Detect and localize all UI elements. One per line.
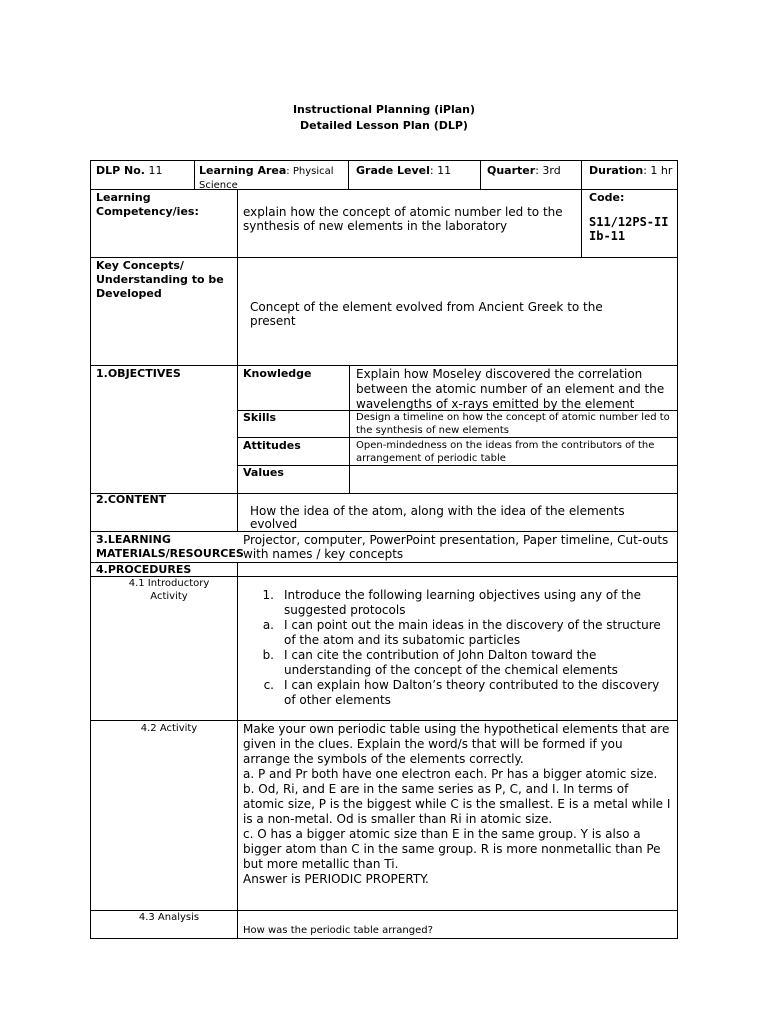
analysis-label: 4.3 Analysis xyxy=(138,912,200,923)
code-label: Code: xyxy=(589,191,625,204)
content-label: 2.CONTENT xyxy=(96,493,167,506)
activity-line: Make your own periodic table using the hypothetical elements that are given in the clues. Explain the word/s that will be formed if you arrange the symbols of the elements correctly. xyxy=(243,722,670,766)
activity-line: b. Od, Ri, and E are in the same series as P, C, and I. In terms of atomic size, P is the biggest while C is the smallest. E is a metal while I is a non-metal. Od is smaller than Ri in atomic size. xyxy=(243,782,671,826)
activity-line: Answer is PERIODIC PROPERTY. xyxy=(243,872,429,886)
skills-text: Design a timeline on how the concept of atomic number led to the synthesis of new elements xyxy=(356,412,670,436)
dlp-number-cell xyxy=(96,164,196,178)
duration-label: Duration xyxy=(589,164,644,177)
dlp-number-label: DLP No. xyxy=(96,164,145,177)
dlp-number-value: 11 xyxy=(148,164,163,177)
learning-area-label: Learning Area xyxy=(199,164,287,177)
list-item: a. I can point out the main ideas in the discovery of the structure of the atom and its subatomic particles xyxy=(262,618,661,647)
values-label: Values xyxy=(243,466,284,479)
quarter-value: : 3rd xyxy=(535,164,561,177)
duration-value: : 1 hr xyxy=(643,164,673,177)
document-subtitle: Detailed Lesson Plan (DLP) xyxy=(300,119,468,132)
activity-line: c. O has a bigger atomic size than E in the same group. Y is also a bigger atom than C in the same group. R is more nonmetallic than Pe but more metallic than Ti. xyxy=(243,827,661,871)
knowledge-text: Explain how Moseley discovered the correlation between the atomic number of an element and the wavelengths of x-rays emitted by the element xyxy=(356,367,665,411)
grade-level-cell xyxy=(356,164,480,178)
introductory-activity-label: 4.1 Introductory Activity xyxy=(128,578,210,602)
learning-area-cell xyxy=(199,164,347,192)
procedures-label: 4.PROCEDURES xyxy=(96,563,192,576)
knowledge-label: Knowledge xyxy=(243,367,312,380)
skills-label: Skills xyxy=(243,411,277,424)
code-value: S11/12PS-IIIb-11 xyxy=(589,215,669,243)
key-concepts-text: Concept of the element evolved from Ancient Greek to the present xyxy=(250,300,603,328)
quarter-cell xyxy=(487,164,579,178)
quarter-label: Quarter xyxy=(487,164,536,177)
key-concepts-label: Key Concepts/ Understanding to be Developed xyxy=(96,259,224,300)
list-item: b. I can cite the contribution of John Dalton toward the understanding of the concept of the chemical elements xyxy=(262,648,618,677)
objectives-label: 1.OBJECTIVES xyxy=(96,367,181,380)
grade-level-value: : 11 xyxy=(429,164,452,177)
document-title: Instructional Planning (iPlan) xyxy=(292,103,476,116)
analysis-text: How was the periodic table arranged? xyxy=(243,925,433,936)
materials-label: 3.LEARNING MATERIALS/RESOURCES xyxy=(96,533,244,560)
duration-cell xyxy=(589,164,675,178)
content-text: How the idea of the atom, along with the idea of the elements evolved xyxy=(250,504,625,531)
grade-level-label: Grade Level xyxy=(356,164,430,177)
list-item: c. I can explain how Dalton’s theory contributed to the discovery of other elements xyxy=(263,678,660,707)
list-item: 1. Introduce the following learning objectives using any of the suggested protocols xyxy=(262,588,641,617)
competency-text: explain how the concept of atomic number led to the synthesis of new elements in the laboratory xyxy=(243,205,563,233)
materials-text: Projector, computer, PowerPoint presentation, Paper timeline, Cut-outs with names / key concepts xyxy=(243,533,669,561)
competency-label: Learning Competency/ies: xyxy=(96,191,199,218)
attitudes-text: Open-mindedness on the ideas from the contributors of the arrangement of periodic table xyxy=(356,440,655,464)
activity-label: 4.2 Activity xyxy=(140,723,198,734)
activity-text xyxy=(243,722,673,887)
learning-area-value: : Physical Science xyxy=(199,166,334,191)
introductory-objectives-list xyxy=(238,588,668,708)
activity-line: a. P and Pr both have one electron each. Pr has a bigger atomic size. xyxy=(243,767,658,781)
attitudes-label: Attitudes xyxy=(243,439,301,452)
